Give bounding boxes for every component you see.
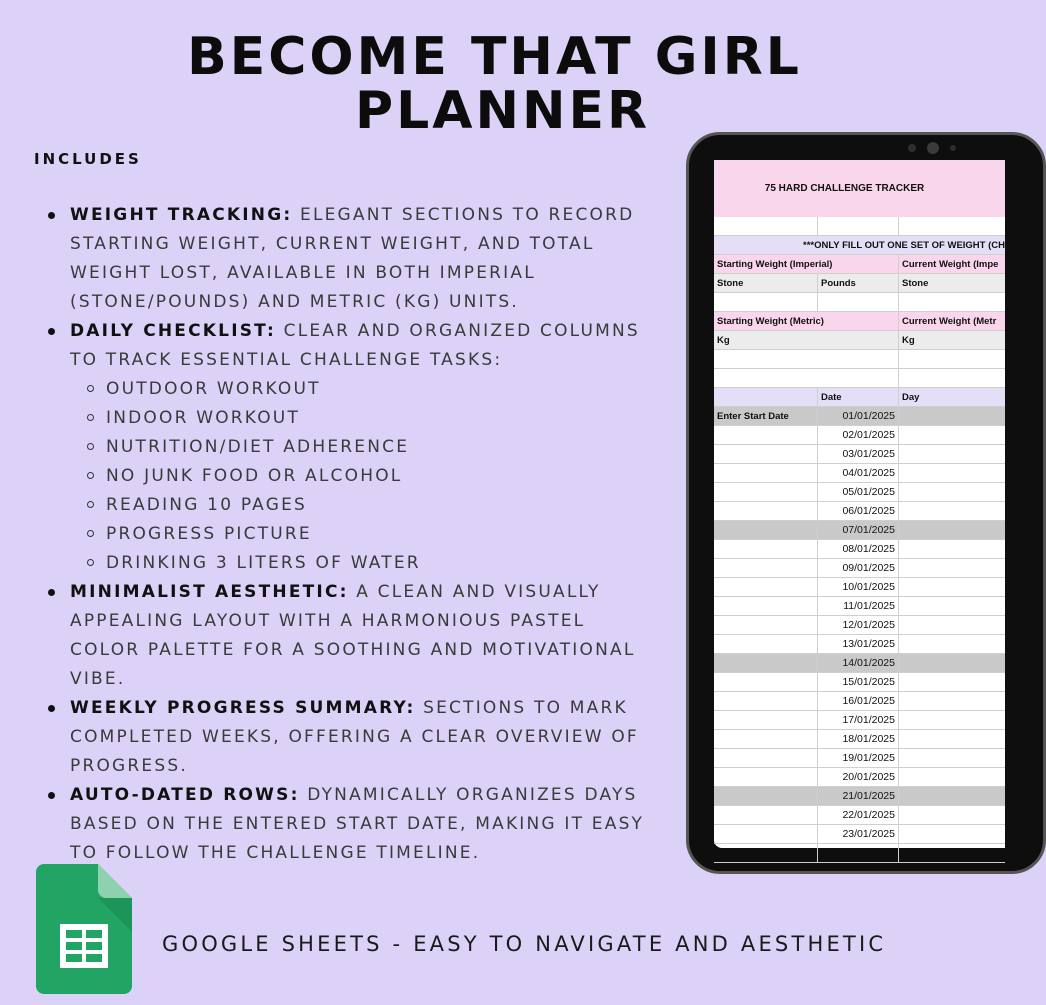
date-cell[interactable]: 03/01/2025: [818, 445, 899, 463]
feature-heading: MINIMALIST AESTHETIC:: [70, 582, 349, 602]
date-cell[interactable]: 02/01/2025: [818, 426, 899, 444]
feature-text: BASED ON THE ENTERED START DATE, MAKING IT EASY: [70, 814, 645, 834]
kg-label: Kg: [714, 331, 899, 349]
subitem-label: DRINKING 3 LITERS OF WATER: [106, 553, 421, 573]
date-cell[interactable]: 19/01/2025: [818, 749, 899, 767]
feature-item: [40, 317, 680, 578]
hollow-bullet-icon: [87, 414, 94, 421]
feature-text: STARTING WEIGHT, CURRENT WEIGHT, AND TOTAL: [70, 234, 595, 254]
bullet-icon: [48, 328, 55, 335]
checklist-subitem: [76, 549, 680, 578]
feature-item: [40, 578, 680, 694]
date-row[interactable]: [714, 426, 1005, 445]
feature-text: TO TRACK ESSENTIAL CHALLENGE TASKS:: [70, 350, 503, 370]
date-row[interactable]: [714, 578, 1005, 597]
feature-text: WEIGHT LOST, AVAILABLE IN BOTH IMPERIAL: [70, 263, 536, 283]
feature-text: SECTIONS TO MARK: [423, 698, 628, 718]
feature-heading: WEIGHT TRACKING:: [70, 205, 293, 225]
feature-text: PROGRESS.: [70, 756, 188, 776]
hollow-bullet-icon: [87, 559, 94, 566]
feature-text: COLOR PALETTE FOR A SOOTHING AND MOTIVATIONAL: [70, 640, 636, 660]
date-row[interactable]: [714, 730, 1005, 749]
current-weight-imperial-label: Current Weight (Impe: [902, 258, 999, 270]
date-cell[interactable]: 08/01/2025: [818, 540, 899, 558]
imperial-header-row: [714, 255, 1005, 274]
spreadsheet-screen: [714, 160, 1005, 859]
checklist-subitem: [76, 491, 680, 520]
feature-heading: DAILY CHECKLIST:: [70, 321, 277, 341]
date-row[interactable]: [714, 673, 1005, 692]
day-cell[interactable]: [899, 502, 1005, 520]
sensor-dot-icon: [950, 145, 956, 151]
date-row[interactable]: [714, 825, 1005, 844]
date-row[interactable]: [714, 692, 1005, 711]
metric-header-row: [714, 312, 1005, 331]
date-column-header: Date: [818, 388, 899, 406]
date-row[interactable]: [714, 597, 1005, 616]
day-cell[interactable]: [899, 597, 1005, 615]
camera-dot-icon: [908, 144, 916, 152]
date-row[interactable]: [714, 407, 1005, 426]
page-title-line-2: PLANNER: [354, 81, 651, 141]
metric-input-row[interactable]: [714, 350, 1005, 369]
hollow-bullet-icon: [87, 501, 94, 508]
date-cell[interactable]: 17/01/2025: [818, 711, 899, 729]
date-cell[interactable]: 11/01/2025: [818, 597, 899, 615]
day-cell[interactable]: [899, 806, 1005, 824]
date-row[interactable]: [714, 654, 1005, 673]
start-date-label: Enter Start Date: [714, 407, 818, 425]
day-cell[interactable]: [899, 578, 1005, 596]
hollow-bullet-icon: [87, 385, 94, 392]
feature-text: CLEAR AND ORGANIZED COLUMNS: [283, 321, 640, 341]
date-cell[interactable]: 22/01/2025: [818, 806, 899, 824]
feature-text: A CLEAN AND VISUALLY: [356, 582, 601, 602]
day-cell[interactable]: [899, 730, 1005, 748]
current-stone-label: Stone: [902, 277, 929, 289]
google-sheets-icon: [36, 864, 132, 996]
date-cell[interactable]: 09/01/2025: [818, 559, 899, 577]
date-cell[interactable]: 10/01/2025: [818, 578, 899, 596]
date-row[interactable]: [714, 540, 1005, 559]
current-weight-metric-label: Current Weight (Metr: [902, 315, 997, 327]
day-cell[interactable]: [899, 445, 1005, 463]
feature-text: TO FOLLOW THE CHALLENGE TIMELINE.: [70, 843, 481, 863]
feature-text: (STONE/POUNDS) AND METRIC (KG) UNITS.: [70, 292, 519, 312]
date-row[interactable]: [714, 768, 1005, 787]
date-cell[interactable]: 14/01/2025: [818, 654, 899, 672]
day-cell[interactable]: [899, 692, 1005, 710]
date-cell[interactable]: 16/01/2025: [818, 692, 899, 710]
checklist-subitem: [76, 375, 680, 404]
checklist-subitem: [76, 404, 680, 433]
feature-text: VIBE.: [70, 669, 126, 689]
starting-weight-metric-label: Starting Weight (Metric): [714, 312, 899, 330]
bullet-icon: [48, 792, 55, 799]
date-cell[interactable]: 21/01/2025: [818, 787, 899, 805]
day-cell[interactable]: [899, 768, 1005, 786]
hollow-bullet-icon: [87, 530, 94, 537]
day-cell[interactable]: [899, 749, 1005, 767]
day-cell[interactable]: [899, 407, 1005, 425]
date-cell[interactable]: 01/01/2025: [818, 407, 899, 425]
feature-item: [40, 694, 680, 781]
date-cell[interactable]: 07/01/2025: [818, 521, 899, 539]
day-column-header: Day: [902, 391, 920, 403]
subitem-label: INDOOR WORKOUT: [106, 408, 301, 428]
day-cell[interactable]: [899, 559, 1005, 577]
day-cell[interactable]: [899, 787, 1005, 805]
feature-heading: WEEKLY PROGRESS SUMMARY:: [70, 698, 416, 718]
date-cell[interactable]: 05/01/2025: [818, 483, 899, 501]
day-cell[interactable]: [899, 654, 1005, 672]
date-row[interactable]: [714, 711, 1005, 730]
imperial-units-row: [714, 274, 1005, 293]
day-cell[interactable]: [899, 844, 1005, 862]
day-cell[interactable]: [899, 426, 1005, 444]
feature-item: [40, 781, 680, 868]
date-row[interactable]: [714, 616, 1005, 635]
date-cell[interactable]: 20/01/2025: [818, 768, 899, 786]
pounds-label: Pounds: [818, 274, 899, 292]
page-title-line-1: BECOME THAT GIRL: [187, 27, 802, 87]
date-row[interactable]: [714, 483, 1005, 502]
footer-tagline: GOOGLE SHEETS - EASY TO NAVIGATE AND AESTHETIC: [162, 932, 887, 956]
day-cell[interactable]: [899, 616, 1005, 634]
current-kg-label: Kg: [902, 334, 915, 346]
date-cell[interactable]: 13/01/2025: [818, 635, 899, 653]
hollow-bullet-icon: [87, 443, 94, 450]
includes-label: INCLUDES: [34, 150, 142, 168]
day-cell[interactable]: [899, 464, 1005, 482]
date-cell[interactable]: 15/01/2025: [818, 673, 899, 691]
feature-text: ELEGANT SECTIONS TO RECORD: [300, 205, 635, 225]
date-row[interactable]: [714, 445, 1005, 464]
subitem-label: OUTDOOR WORKOUT: [106, 379, 321, 399]
checklist-subitem: [76, 462, 680, 491]
day-cell[interactable]: [899, 635, 1005, 653]
metric-units-row: [714, 331, 1005, 350]
subitem-label: NUTRITION/DIET ADHERENCE: [106, 437, 410, 457]
day-cell[interactable]: [899, 483, 1005, 501]
day-cell[interactable]: [899, 540, 1005, 558]
camera-lens-icon: [927, 142, 939, 154]
subitem-label: PROGRESS PICTURE: [106, 524, 312, 544]
date-row[interactable]: [714, 464, 1005, 483]
subitem-label: READING 10 PAGES: [106, 495, 308, 515]
blank-row: [714, 369, 1005, 388]
date-cell[interactable]: 18/01/2025: [818, 730, 899, 748]
bullet-icon: [48, 705, 55, 712]
feature-list: [40, 201, 680, 868]
date-row[interactable]: [714, 559, 1005, 578]
date-cell[interactable]: 23/01/2025: [818, 825, 899, 843]
day-cell[interactable]: [899, 825, 1005, 843]
date-row[interactable]: [714, 787, 1005, 806]
date-row[interactable]: [714, 749, 1005, 768]
stone-label: Stone: [714, 274, 818, 292]
subitem-label: NO JUNK FOOD OR ALCOHOL: [106, 466, 403, 486]
day-cell[interactable]: [899, 673, 1005, 691]
weight-notice: ***ONLY FILL OUT ONE SET OF WEIGHT (CH: [714, 236, 1005, 255]
date-cell[interactable]: 12/01/2025: [818, 616, 899, 634]
bullet-icon: [48, 212, 55, 219]
date-cell[interactable]: 24/01/2025: [818, 844, 899, 862]
hollow-bullet-icon: [87, 472, 94, 479]
date-row[interactable]: [714, 635, 1005, 654]
blank-row: [714, 217, 1005, 236]
sheet-header: 75 HARD CHALLENGE TRACKER: [714, 160, 1005, 217]
date-row[interactable]: [714, 502, 1005, 521]
checklist-subitem: [76, 520, 680, 549]
feature-text: DYNAMICALLY ORGANIZES DAYS: [307, 785, 638, 805]
feature-text: COMPLETED WEEKS, OFFERING A CLEAR OVERVIEW OF: [70, 727, 639, 747]
feature-item: [40, 201, 680, 317]
date-row[interactable]: [714, 844, 1005, 863]
day-cell[interactable]: [899, 521, 1005, 539]
day-cell[interactable]: [899, 711, 1005, 729]
date-row[interactable]: [714, 521, 1005, 540]
checklist-subitem: [76, 433, 680, 462]
date-row[interactable]: [714, 806, 1005, 825]
feature-heading: AUTO-DATED ROWS:: [70, 785, 300, 805]
date-cell[interactable]: 06/01/2025: [818, 502, 899, 520]
imperial-input-row[interactable]: [714, 293, 1005, 312]
bullet-icon: [48, 589, 55, 596]
starting-weight-imperial-label: Starting Weight (Imperial): [714, 255, 899, 273]
date-cell[interactable]: 04/01/2025: [818, 464, 899, 482]
feature-text: APPEALING LAYOUT WITH A HARMONIOUS PASTEL: [70, 611, 586, 631]
column-header-row: [714, 388, 1005, 407]
